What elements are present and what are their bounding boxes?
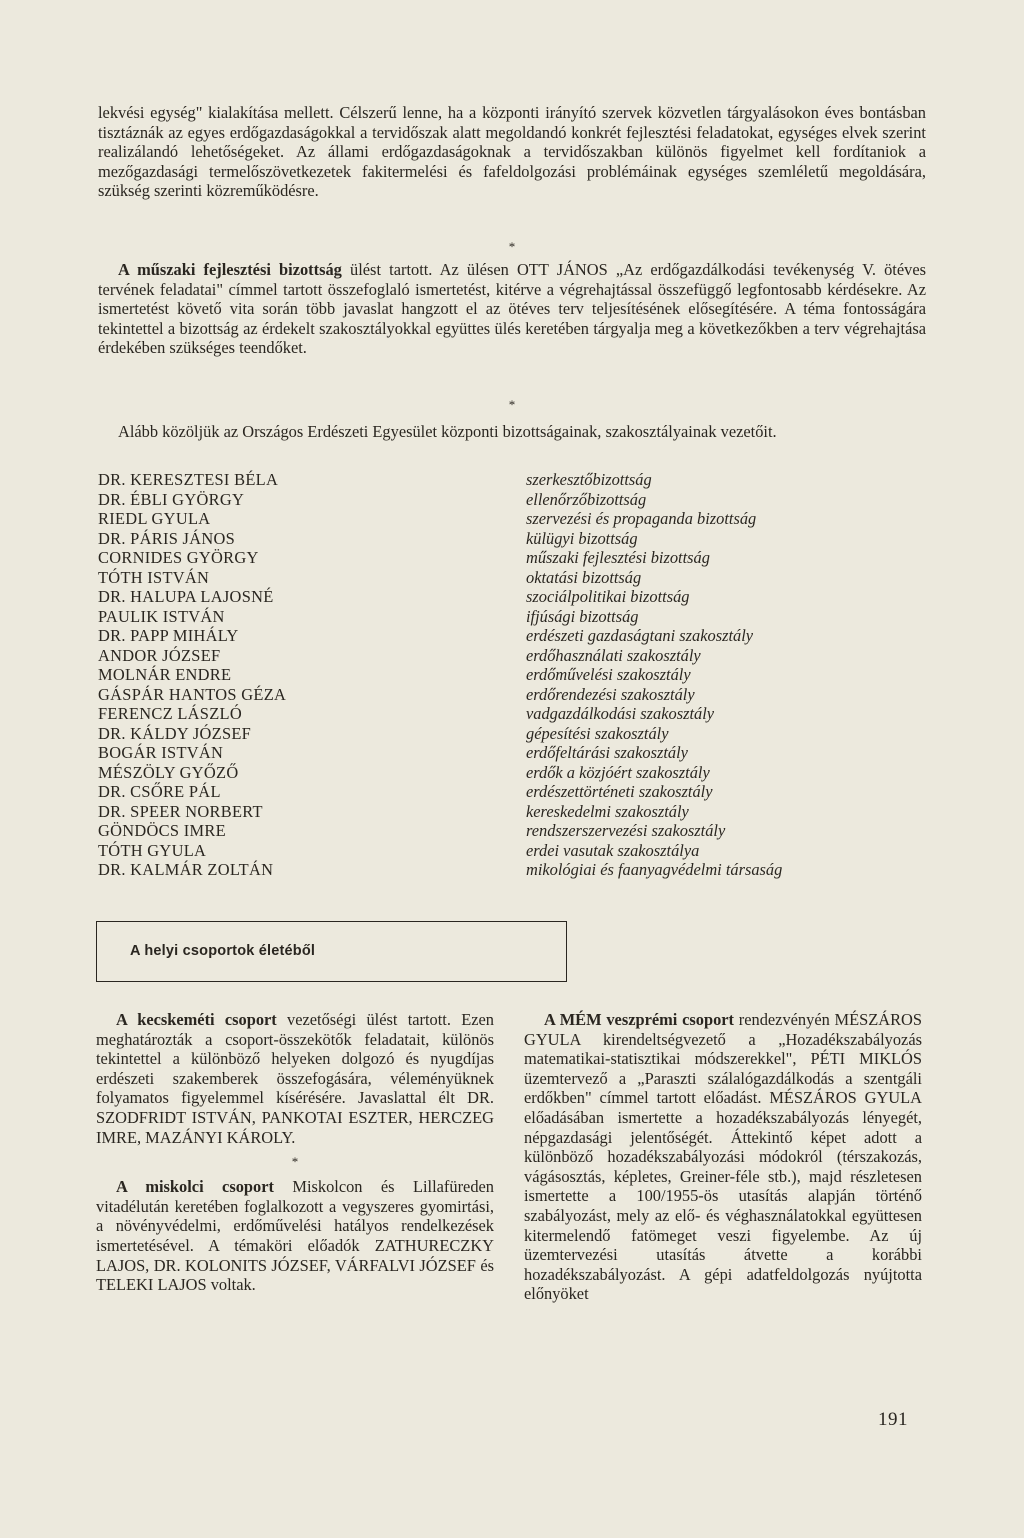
veszprem-paragraph (524, 1010, 922, 1304)
section-box-bottom-rule (96, 981, 567, 982)
kecskemet-lead: A kecskeméti csoport (116, 1010, 277, 1029)
kecskemet-paragraph (96, 1010, 494, 1147)
roster-role: rendszerszervezési szakosztály (526, 821, 726, 840)
roster-name: PAULIK ISTVÁN (98, 606, 225, 626)
roster-row (98, 704, 926, 724)
veszprem-text: rendezvényén MÉSZÁROS GYULA kirendeltségvezető a „Hozadékszabályozás matematikai-statisztikai módszerekkel", PÉTI MIKLÓS üzemtervező a „Paraszti szálalógazdálkodás a szentgáli erdőkben" címmel tartott előadást. MÉSZÁROS GYULA előadásában ismertette a hozadékszabályozás lényegét, népgazdasági jelentőségét. Áttekintő képet adott a különböző hozadékszabályozási módokról (térszakozás, vágásosztás, képletes, Greiner-féle stb.), majd részletesen ismertette a 100/1955-ös utasítás alapján történő szabályozást, mely az elő- és véghasználatokkal együttesen kitermelendő fatömeget veszi figyelembe. Az új üzemtervezési utasítás átvette a korábbi hozadékszabályozást. A gépi adatfeldolgozás nyújtotta előnyöket (524, 1010, 922, 1304)
roster-role: szerkesztőbizottság (526, 470, 652, 489)
roster-row (98, 587, 926, 607)
roster-row (98, 763, 926, 783)
committee-paragraph (98, 260, 926, 358)
committee-section (98, 260, 926, 358)
roster-name: CORNIDES GYÖRGY (98, 548, 259, 567)
page-number: 191 (878, 1409, 908, 1430)
roster-row (98, 470, 926, 490)
roster-name: DR. KERESZTESI BÉLA (98, 470, 279, 489)
roster-list (98, 470, 926, 880)
roster-name: GÁSPÁR HANTOS GÉZA (98, 684, 287, 704)
committee-lead: A műszaki fejlesztési bizottság (118, 260, 342, 279)
roster-name: DR. PAPP MIHÁLY (98, 626, 239, 645)
roster-row (98, 509, 926, 529)
roster-role: erdészeti gazdaságtani szakosztály (526, 626, 754, 645)
roster-row (98, 490, 926, 510)
roster-row (98, 841, 926, 861)
roster-name: DR. KALMÁR ZOLTÁN (98, 860, 274, 879)
roster-name: DR. HALUPA LAJOSNÉ (98, 587, 274, 606)
roster-role: külügyi bizottság (526, 528, 638, 548)
roster-intro: Alább közöljük az Országos Erdészeti Egyesület központi bizottságainak, szakosztályainak vezetőit. (118, 422, 777, 441)
roster-row (98, 860, 926, 880)
intro-section (98, 103, 926, 201)
roster-row (98, 548, 926, 568)
roster-row (98, 724, 926, 744)
roster-row (98, 626, 926, 646)
roster-name: MOLNÁR ENDRE (98, 665, 232, 684)
roster-role: mikológiai és faanyagvédelmi társaság (526, 860, 783, 879)
roster-row (98, 529, 926, 549)
roster-row (98, 685, 926, 705)
roster-name: GÖNDÖCS IMRE (98, 821, 226, 840)
roster-name: DR. SPEER NORBERT (98, 801, 263, 821)
roster-name: DR. ÉBLI GYÖRGY (98, 489, 245, 509)
roster-role: ifjúsági bizottság (526, 606, 639, 626)
roster-role: ellenőrzőbizottság (526, 489, 647, 509)
roster-role: erdőművelési szakosztály (526, 665, 691, 684)
roster-name: RIEDL GYULA (98, 509, 211, 528)
roster-name: MÉSZÖLY GYŐZŐ (98, 762, 239, 782)
section-box-left-rule (96, 921, 97, 981)
roster-name: DR. CSŐRE PÁL (98, 782, 221, 801)
roster-row (98, 743, 926, 763)
roster-name: DR. PÁRIS JÁNOS (98, 528, 236, 548)
roster-row (98, 821, 926, 841)
roster-row (98, 646, 926, 666)
separator-star-3: * (291, 1154, 299, 1170)
roster-intro-section (98, 422, 926, 442)
miskolc-text: Miskolcon és Lillafüreden vitadélután keretében foglalkozott a vegyszeres gyomirtási, a növényvédelmi, erdőművelési hatályos rendelkezések ismertetésével. A témaköri előadók ZATHURECZKY LAJOS, DR. KOLONITS JÓZSEF, VÁRFALVI JÓZSEF és TELEKI LAJOS voltak. (96, 1177, 494, 1295)
roster-row (98, 802, 926, 822)
roster-role: erdők a közjóért szakosztály (526, 762, 710, 782)
roster-role: erdei vasutak szakosztálya (526, 840, 700, 860)
roster-role: erdőhasználati szakosztály (526, 645, 701, 665)
miskolc-lead: A miskolci csoport (116, 1177, 274, 1197)
roster-role: oktatási bizottság (526, 567, 642, 587)
roster-name: TÓTH GYULA (98, 840, 207, 860)
roster-row (98, 665, 926, 685)
right-column (524, 1010, 922, 1304)
committee-text: ülést tartott. Az ülésen OTT JÁNOS „Az erdőgazdálkodási tevékenység V. ötéves tervének feladatai" címmel tartott összefoglaló ismertetést, kitérve a végrehajtással összefüggő legfontosabb kérdésekre. Az ismertetést követő vita során több javaslat hangzott el az ötéves terv teljesítésének elősegítésére. A téma fontosságára tekintettel a bizottság az érdekelt szakosztályokkal együttes ülés keretében tárgyalja meg a következőkben a terv végrehajtása érdekében szükséges teendőket. (98, 260, 926, 358)
roster-role: erdészettörténeti szakosztály (526, 782, 713, 801)
roster-role: erdőrendezési szakosztály (526, 684, 695, 704)
roster-name: TÓTH ISTVÁN (98, 567, 210, 587)
roster-row (98, 568, 926, 588)
veszprem-lead: A MÉM veszprémi csoport (544, 1010, 735, 1029)
roster-role: vadgazdálkodási szakosztály (526, 704, 715, 723)
roster-role: erdőfeltárási szakosztály (526, 743, 688, 762)
roster-row (98, 782, 926, 802)
section-box-title: A helyi csoportok életéből (130, 943, 316, 959)
separator-star-1: * (508, 239, 516, 254)
roster-name: DR. KÁLDY JÓZSEF (98, 723, 252, 743)
roster-role: szervezési és propaganda bizottság (526, 509, 757, 528)
roster-name: ANDOR JÓZSEF (98, 645, 221, 665)
roster-row (98, 607, 926, 627)
roster-role: műszaki fejlesztési bizottság (526, 548, 710, 567)
roster-name: FERENCZ LÁSZLÓ (98, 704, 242, 723)
miskolc-paragraph (96, 1177, 494, 1295)
roster-name: BOGÁR ISTVÁN (98, 743, 224, 762)
roster-role: kereskedelmi szakosztály (526, 801, 689, 821)
kecskemet-text: vezetőségi ülést tartott. Ezen meghatározták a csoport-összekötők feladatait, különös tekintettel a különböző helyeken dolgozó és nyugdíjas erdészeti szakemberek összefogására, véleményüknek folyamatos figyelemmel kísérésére. Javaslattal élt DR. SZODFRIDT ISTVÁN, PANKOTAI ESZTER, HERCZEG IMRE, MAZÁNYI KÁROLY. (96, 1010, 494, 1147)
intro-paragraph: lekvési egység" kialakítása mellett. Célszerű lenne, ha a központi irányító szervek közvetlen tárgyalásokon éves bontásban tisztáznák az egyes erdőgazdaságokkal a tervidőszak alatt megoldandó konkrét fejlesztési feladatokat, egységes elvek szerint realizálandó lehetőségeket. Az állami erdőgazdaságoknak a tervidőszakban különös figyelmet kell fordítaniok a mezőgazdasági termelőszövetkezetek fakitermelési és fafeldolgozási problémáinak egységes szemléletű megoldására, szükség szerinti közreműködésre. (98, 103, 926, 201)
roster-role: szociálpolitikai bizottság (526, 587, 690, 606)
separator-star-2: * (508, 397, 516, 412)
roster-role: gépesítési szakosztály (526, 723, 669, 743)
left-column (96, 1010, 494, 1295)
